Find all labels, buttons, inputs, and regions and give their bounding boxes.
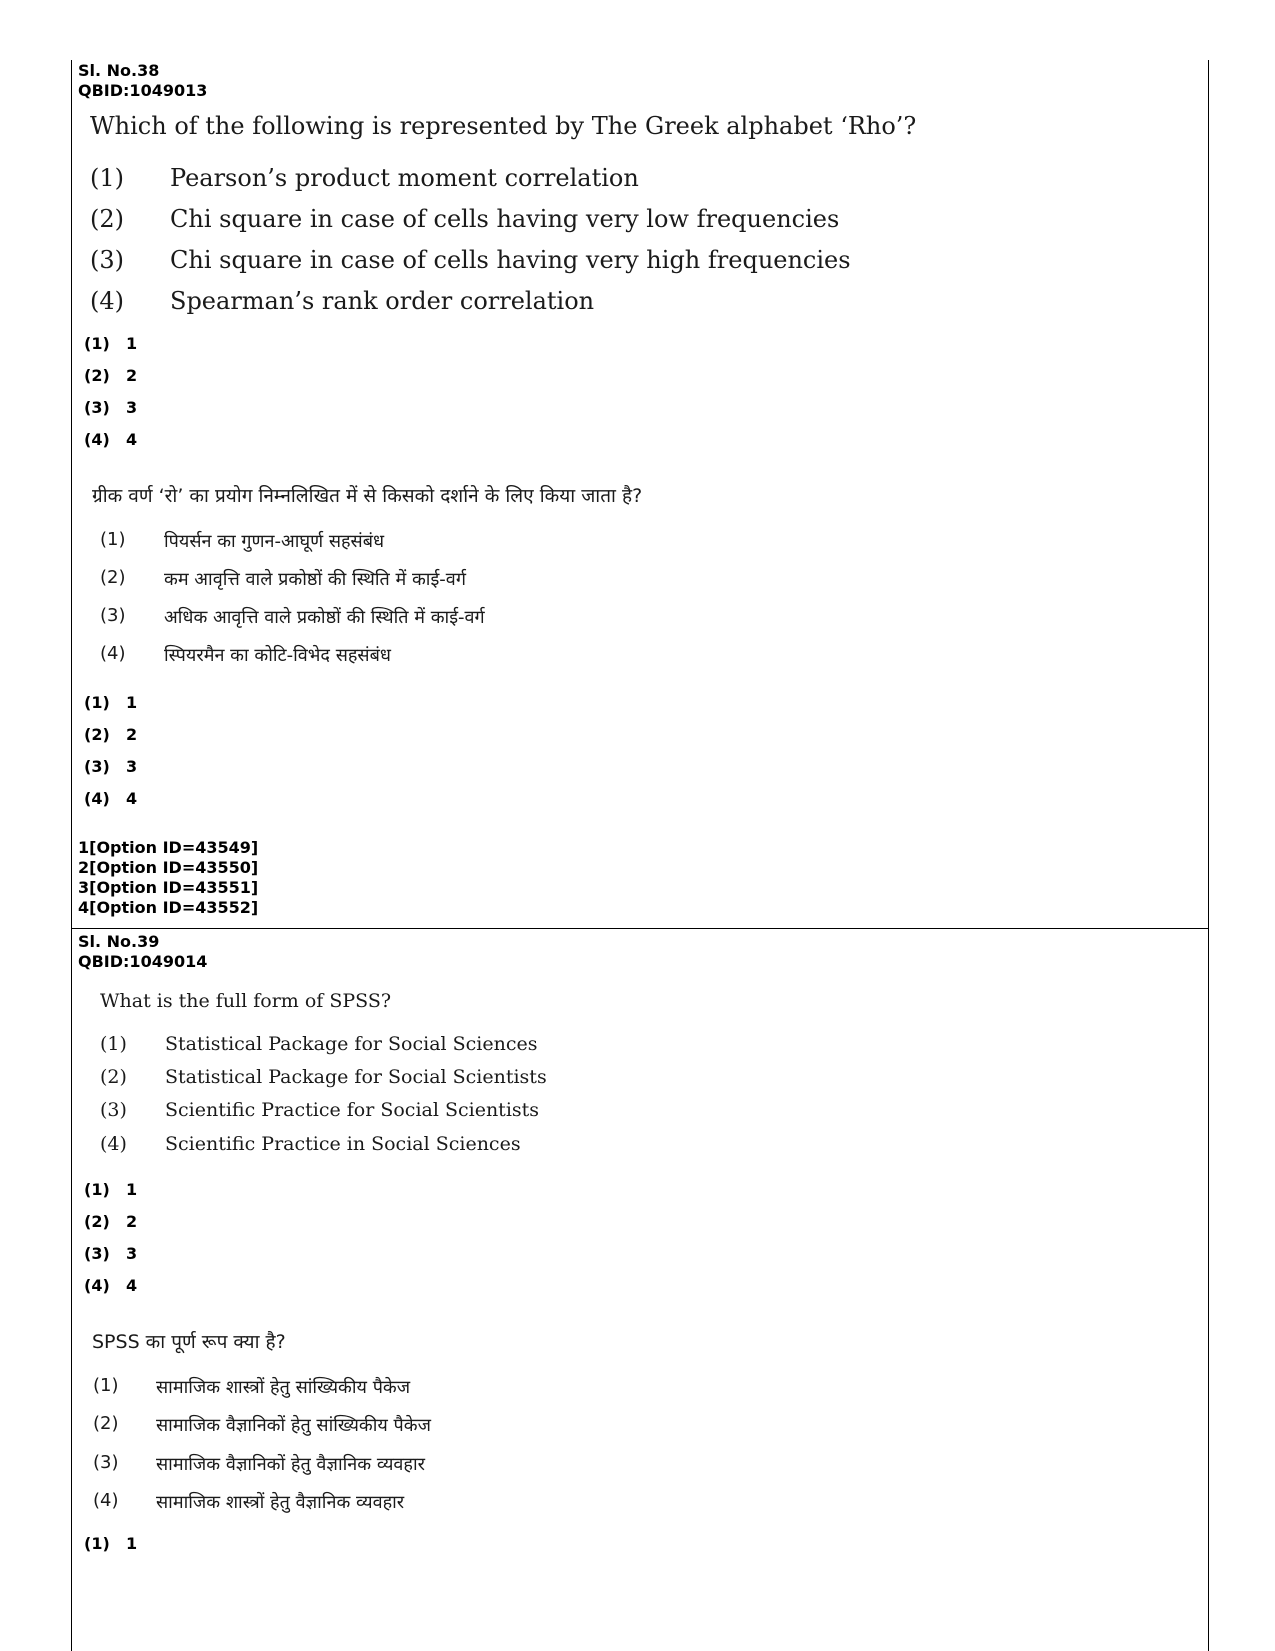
option-hindi-3 xyxy=(93,1452,693,1478)
option-hindi-4 xyxy=(100,643,700,669)
option-text: Pearson’s product moment correlation xyxy=(170,164,639,192)
option-text: Chi square in case of cells having very high frequencies xyxy=(170,246,851,274)
qbid: QBID:1049014 xyxy=(78,952,208,971)
answer-choice-1: (1) 1 xyxy=(84,334,138,353)
option-number: (1) xyxy=(100,1033,127,1055)
option-hindi-2 xyxy=(100,567,700,593)
option-id: 4[Option ID=43552] xyxy=(78,898,259,917)
answer-choice-2: (2) 2 xyxy=(84,366,138,385)
answer-choice-3: (3) 3 xyxy=(84,398,138,417)
option-english-2 xyxy=(90,205,890,237)
option-english-3 xyxy=(100,1099,700,1125)
answer-choice-1: (1) 1 xyxy=(84,1534,138,1553)
option-number: (2) xyxy=(93,1413,119,1434)
answer-choice-2: (2) 2 xyxy=(84,725,138,744)
serial-number: Sl. No.39 xyxy=(78,932,160,951)
option-text: अधिक आवृत्ति वाले प्रकोष्ठों की स्थिति में काई-वर्ग xyxy=(164,607,485,628)
option-number: (4) xyxy=(100,643,126,664)
option-english-2 xyxy=(100,1066,700,1092)
option-number: (2) xyxy=(100,567,126,588)
option-text: Statistical Package for Social Scientists xyxy=(165,1066,547,1088)
qbid: QBID:1049013 xyxy=(78,81,208,100)
option-number: (1) xyxy=(100,529,126,550)
question-text-english: What is the full form of SPSS? xyxy=(100,990,392,1012)
option-english-4 xyxy=(100,1133,700,1159)
option-number: (4) xyxy=(100,1133,127,1155)
option-number: (1) xyxy=(90,164,124,192)
question-text-hindi: ग्रीक वर्ण ‘रो’ का प्रयोग निम्नलिखित में से किसको दर्शाने के लिए किया जाता है? xyxy=(92,485,643,507)
answer-choice-4: (4) 4 xyxy=(84,789,138,808)
answer-choice-3: (3) 3 xyxy=(84,1244,138,1263)
option-number: (2) xyxy=(100,1066,127,1088)
serial-number: Sl. No.38 xyxy=(78,61,160,80)
option-text: कम आवृत्ति वाले प्रकोष्ठों की स्थिति में काई-वर्ग xyxy=(164,569,466,590)
option-english-4 xyxy=(90,287,890,319)
option-text: Statistical Package for Social Sciences xyxy=(165,1033,538,1055)
option-hindi-4 xyxy=(93,1490,693,1516)
option-number: (3) xyxy=(93,1452,119,1473)
option-id: 3[Option ID=43551] xyxy=(78,878,259,897)
option-number: (4) xyxy=(90,287,124,315)
option-number: (1) xyxy=(93,1375,119,1396)
option-number: (3) xyxy=(100,605,126,626)
option-english-3 xyxy=(90,246,890,278)
option-text: पियर्सन का गुणन-आघूर्ण सहसंबंध xyxy=(164,531,385,552)
option-hindi-2 xyxy=(93,1413,693,1439)
answer-choice-1: (1) 1 xyxy=(84,1180,138,1199)
option-id: 1[Option ID=43549] xyxy=(78,838,259,857)
option-english-1 xyxy=(90,164,890,196)
option-english-1 xyxy=(100,1033,700,1059)
answer-choice-4: (4) 4 xyxy=(84,1276,138,1295)
question-divider xyxy=(71,928,1209,929)
option-text: सामाजिक शास्त्रों हेतु वैज्ञानिक व्यवहार xyxy=(156,1492,405,1513)
option-text: सामाजिक वैज्ञानिकों हेतु वैज्ञानिक व्यवहार xyxy=(156,1454,426,1475)
option-id: 2[Option ID=43550] xyxy=(78,858,259,877)
option-number: (3) xyxy=(100,1099,127,1121)
option-text: सामाजिक शास्त्रों हेतु सांख्यिकीय पैकेज xyxy=(156,1377,411,1398)
option-text: Chi square in case of cells having very low frequencies xyxy=(170,205,840,233)
option-text: Scientific Practice in Social Sciences xyxy=(165,1133,521,1155)
option-number: (4) xyxy=(93,1490,119,1511)
answer-choice-4: (4) 4 xyxy=(84,430,138,449)
answer-choice-2: (2) 2 xyxy=(84,1212,138,1231)
question-text-hindi: SPSS का पूर्ण रूप क्या है? xyxy=(92,1331,286,1353)
option-text: स्पियरमैन का कोटि-विभेद सहसंबंध xyxy=(164,645,391,666)
answer-choice-1: (1) 1 xyxy=(84,693,138,712)
option-text: Spearman’s rank order correlation xyxy=(170,287,595,315)
option-hindi-1 xyxy=(100,529,700,555)
question-text-english: Which of the following is represented by The Greek alphabet ‘Rho’? xyxy=(90,112,917,140)
option-hindi-1 xyxy=(93,1375,693,1401)
option-text: सामाजिक वैज्ञानिकों हेतु सांख्यिकीय पैकेज xyxy=(156,1415,431,1436)
option-number: (2) xyxy=(90,205,124,233)
answer-choice-3: (3) 3 xyxy=(84,757,138,776)
option-text: Scientific Practice for Social Scientists xyxy=(165,1099,540,1121)
option-number: (3) xyxy=(90,246,124,274)
option-hindi-3 xyxy=(100,605,700,631)
